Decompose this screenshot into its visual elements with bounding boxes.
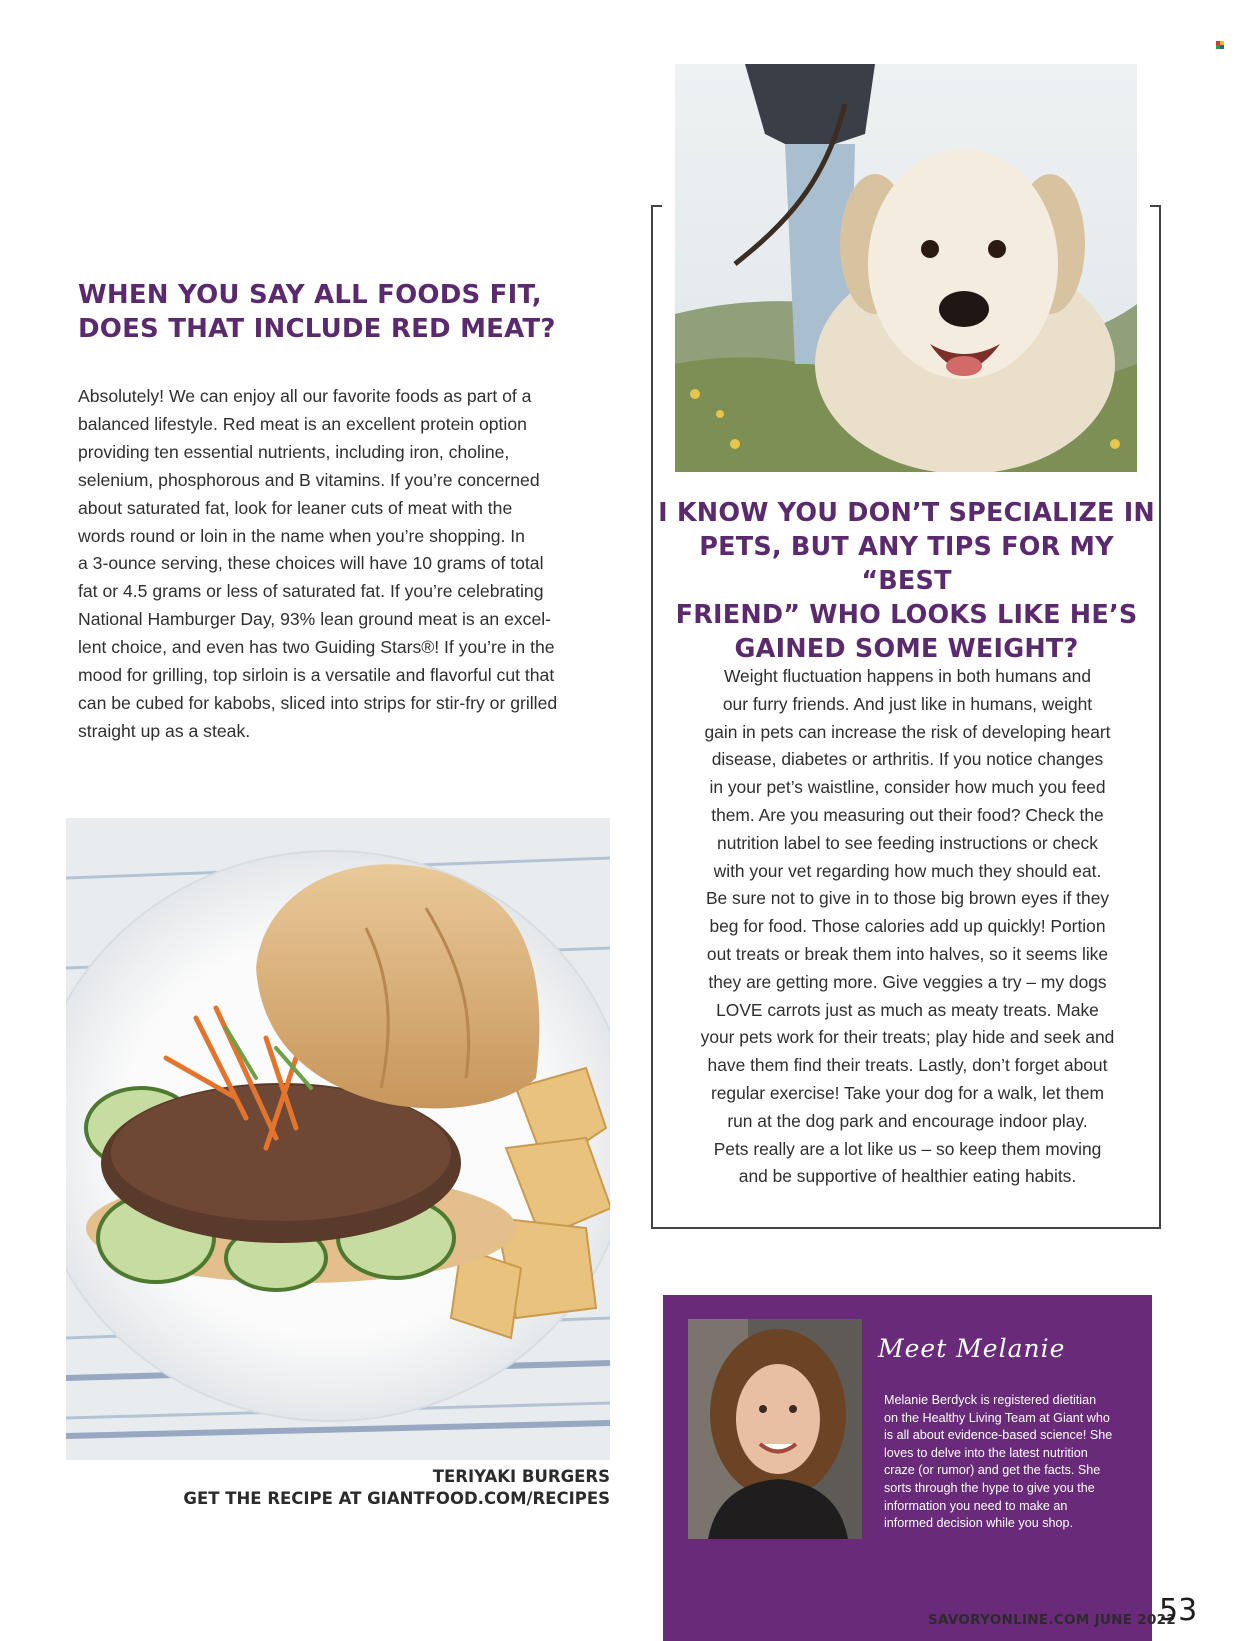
meet-melanie-title: Meet Melanie	[878, 1334, 1066, 1363]
answer-line: about saturated fat, look for leaner cuts of meat with the	[78, 497, 513, 518]
answer-line: can be cubed for kabobs, sliced into strips for stir-fry or grilled	[78, 692, 558, 713]
red-meat-answer	[78, 383, 608, 746]
answer-line: selenium, phosphorous and B vitamins. If you’re concerned	[78, 469, 540, 490]
pet-question-title	[655, 496, 1158, 666]
bio-line: is all about evidence-based science! She	[884, 1428, 1113, 1443]
site-url[interactable]: SAVORYONLINE.COM	[928, 1612, 1090, 1628]
answer-line: gain in pets can increase the risk of developing heart	[704, 721, 1111, 742]
footer-site-issue	[928, 1612, 1176, 1628]
answer-line: Weight fluctuation happens in both humans and	[723, 666, 1092, 686]
answer-line: lent choice, and even has two Guiding Stars®! If you’re in the	[78, 637, 555, 658]
answer-line: have them find their treats. Lastly, don’t forget about	[707, 1055, 1108, 1076]
answer-line: your pets work for their treats; play hide and seek and	[700, 1027, 1115, 1048]
title-line: I KNOW YOU DON’T SPECIALIZE IN	[658, 498, 1155, 528]
answer-line: in your pet’s waistline, consider how much you feed	[709, 777, 1106, 798]
title-line: GAINED SOME WEIGHT?	[734, 634, 1079, 664]
melanie-portrait-photo	[688, 1319, 862, 1539]
answer-line: with your vet regarding how much they should eat.	[713, 860, 1102, 881]
answer-line: nutrition label to see feeding instructions or check	[717, 832, 1098, 853]
teriyaki-burger-photo	[66, 818, 610, 1460]
bio-line: sorts through the hype to give you the	[884, 1480, 1095, 1495]
meet-melanie-bio	[884, 1392, 1146, 1533]
color-registration-mark	[1216, 34, 1224, 42]
bio-line: loves to delve into the latest nutrition	[884, 1445, 1088, 1460]
answer-line: Be sure not to give in to those big brown eyes if they	[705, 888, 1110, 909]
issue-date: JUNE 2022	[1094, 1612, 1177, 1628]
answer-line: Absolutely! We can enjoy all our favorite foods as part of a	[78, 386, 532, 406]
answer-line: regular exercise! Take your dog for a walk, let them	[710, 1082, 1105, 1103]
recipe-link[interactable]: GET THE RECIPE AT GIANTFOOD.COM/RECIPES	[183, 1489, 610, 1508]
answer-line: fat or 4.5 grams or less of saturated fat. If you’re celebrating	[78, 581, 544, 602]
title-line: FRIEND” WHO LOOKS LIKE HE’S	[675, 600, 1138, 630]
burger-caption	[66, 1466, 610, 1510]
title-line: PETS, BUT ANY TIPS FOR MY “BEST	[699, 532, 1114, 596]
answer-line: a 3-ounce serving, these choices will have 10 grams of total	[78, 553, 544, 574]
answer-line: providing ten essential nutrients, including iron, choline,	[78, 441, 510, 462]
page-number: 53	[1159, 1593, 1198, 1628]
answer-line: beg for food. Those calories add up quickly! Portion	[709, 916, 1106, 937]
answer-line: National Hamburger Day, 93% lean ground meat is an excel-	[78, 609, 551, 630]
pet-answer	[660, 663, 1155, 1191]
answer-line: LOVE carrots just as much as meaty treats. Make	[716, 999, 1099, 1020]
answer-line: our furry friends. And just like in humans, weight	[722, 693, 1093, 714]
answer-line: Pets really are a lot like us – so keep them moving	[713, 1138, 1102, 1159]
answer-line: straight up as a steak.	[78, 720, 251, 741]
answer-line: and be supportive of healthier eating habits.	[738, 1166, 1077, 1187]
answer-line: run at the dog park and encourage indoor play.	[727, 1110, 1088, 1131]
answer-line: disease, diabetes or arthritis. If you notice changes	[711, 749, 1104, 770]
recipe-name: TERIYAKI BURGERS	[432, 1467, 610, 1486]
bio-line: information you need to make an	[884, 1498, 1068, 1513]
answer-line: they are getting more. Give veggies a try – my dogs	[708, 971, 1107, 992]
bio-line: on the Healthy Living Team at Giant who	[884, 1410, 1110, 1425]
golden-retriever-photo	[675, 64, 1137, 472]
answer-line: them. Are you measuring out their food? Check the	[711, 804, 1104, 825]
answer-line: words round or loin in the name when you’re shopping. In	[78, 525, 525, 546]
bio-line: informed decision while you shop.	[884, 1516, 1074, 1531]
red-meat-question-title: WHEN YOU SAY ALL FOODS FIT, DOES THAT INCLUDE RED MEAT?	[78, 280, 556, 344]
answer-line: out treats or break them into halves, so it seems like	[706, 943, 1109, 964]
bio-line: craze (or rumor) and get the facts. She	[884, 1463, 1101, 1478]
bio-line: Melanie Berdyck is registered dietitian	[884, 1393, 1097, 1407]
answer-line: balanced lifestyle. Red meat is an excellent protein option	[78, 413, 527, 434]
answer-line: mood for grilling, top sirloin is a versatile and flavorful cut that	[78, 665, 555, 686]
